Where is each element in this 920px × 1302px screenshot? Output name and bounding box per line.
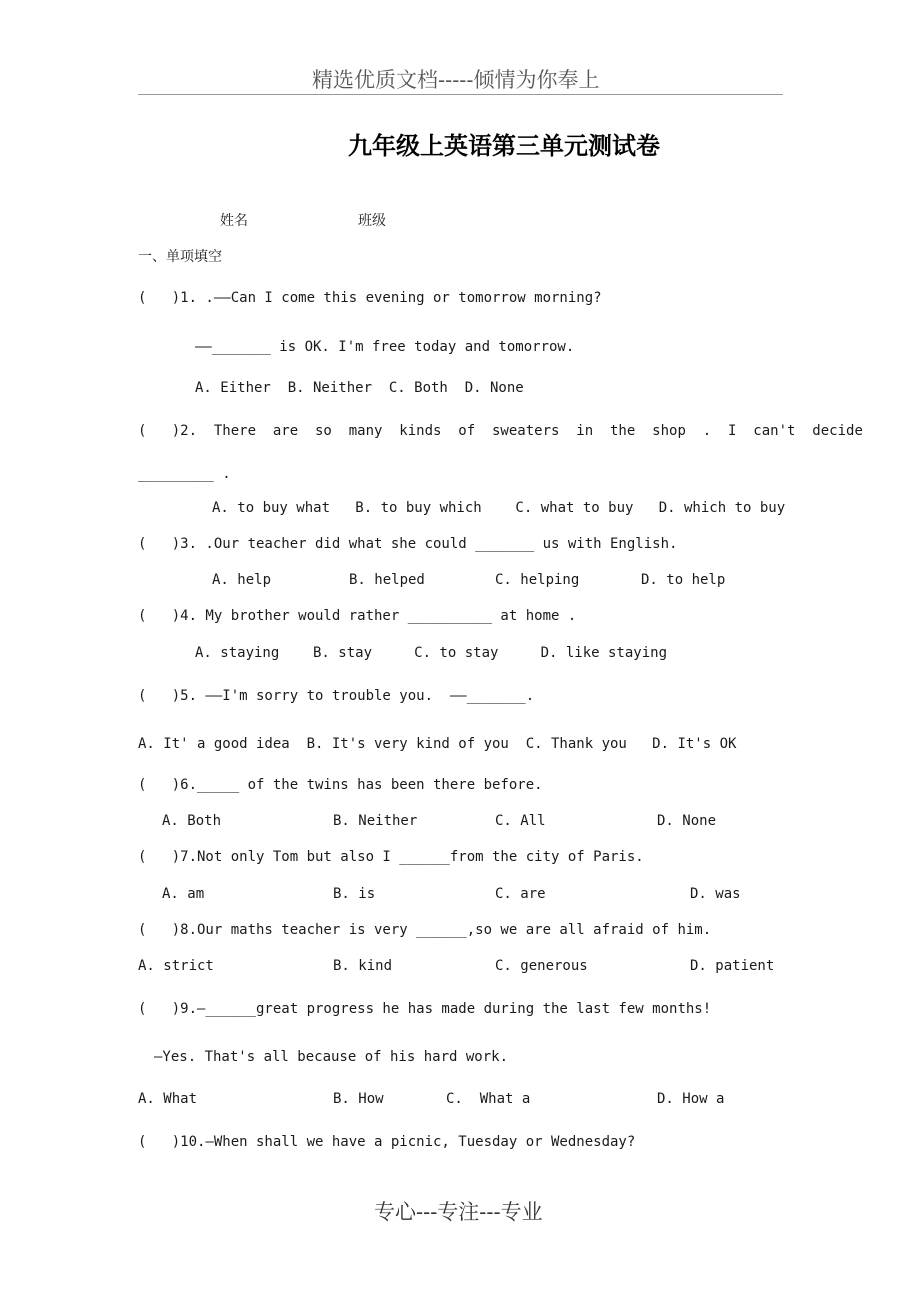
q5-options: A. It' a good idea B. It's very kind of you C. Thank you D. It's OK xyxy=(138,736,737,752)
page-header: 精选优质文档-----倾情为你奉上 xyxy=(312,68,600,92)
q7-stem: ( )7.Not only Tom but also I ______from the city of Paris. xyxy=(138,849,644,865)
q9-option-d: D. How a xyxy=(657,1091,725,1107)
q8-option-c: C. generous xyxy=(495,958,588,974)
q4-options: A. staying B. stay C. to stay D. like staying xyxy=(195,645,668,661)
q3-option-a: A. help xyxy=(212,572,272,588)
q6-option-a: A. Both xyxy=(162,813,222,829)
q9-stem2: —Yes. That's all because of his hard work. xyxy=(154,1049,509,1065)
q7-option-a: A. am xyxy=(162,886,205,902)
q3-stem: ( )3. .Our teacher did what she could _______ us with English. xyxy=(138,536,678,552)
q7-option-d: D. was xyxy=(690,886,741,902)
class-label: 班级 xyxy=(358,213,386,229)
q9-option-a: A. What xyxy=(138,1091,198,1107)
page-title: 九年级上英语第三单元测试卷 xyxy=(348,131,660,160)
q7-option-b: B. is xyxy=(333,886,376,902)
q2-stem2: _________ . xyxy=(138,466,231,482)
q9-option-c: C. What a xyxy=(446,1091,531,1107)
q3-option-b: B. helped xyxy=(349,572,425,588)
section-heading: 一、单项填空 xyxy=(138,249,222,265)
q6-option-b: B. Neither xyxy=(333,813,418,829)
name-label: 姓名 xyxy=(220,213,248,229)
q8-option-d: D. patient xyxy=(690,958,775,974)
q10-stem: ( )10.—When shall we have a picnic, Tuesday or Wednesday? xyxy=(138,1134,636,1150)
q8-stem: ( )8.Our maths teacher is very ______,so we are all afraid of him. xyxy=(138,922,712,938)
q6-option-c: C. All xyxy=(495,813,546,829)
q8-option-a: A. strict xyxy=(138,958,214,974)
page-footer: 专心---专注---专业 xyxy=(374,1200,543,1224)
q3-option-d: D. to help xyxy=(641,572,726,588)
q5-stem: ( )5. ——I'm sorry to trouble you. ——_______. xyxy=(138,688,535,704)
q9-stem: ( )9.—______great progress he has made during the last few months! xyxy=(138,1001,712,1017)
q6-stem: ( )6._____ of the twins has been there before. xyxy=(138,777,543,793)
q1-stem: ( )1. .——Can I come this evening or tomorrow morning? xyxy=(138,290,602,306)
q2-options: A. to buy what B. to buy which C. what to buy D. which to buy xyxy=(212,500,786,516)
q8-option-b: B. kind xyxy=(333,958,393,974)
q1-options: A. Either B. Neither C. Both D. None xyxy=(195,380,524,396)
q9-option-b: B. How xyxy=(333,1091,384,1107)
header-rule xyxy=(138,94,783,95)
q4-stem: ( )4. My brother would rather __________ at home . xyxy=(138,608,577,624)
q6-option-d: D. None xyxy=(657,813,717,829)
q1-stem2: ——_______ is OK. I'm free today and tomorrow. xyxy=(195,339,575,355)
q3-option-c: C. helping xyxy=(495,572,580,588)
q7-option-c: C. are xyxy=(495,886,546,902)
q2-stem: ( )2. There are so many kinds of sweaters in the shop . I can't decide xyxy=(138,423,863,439)
